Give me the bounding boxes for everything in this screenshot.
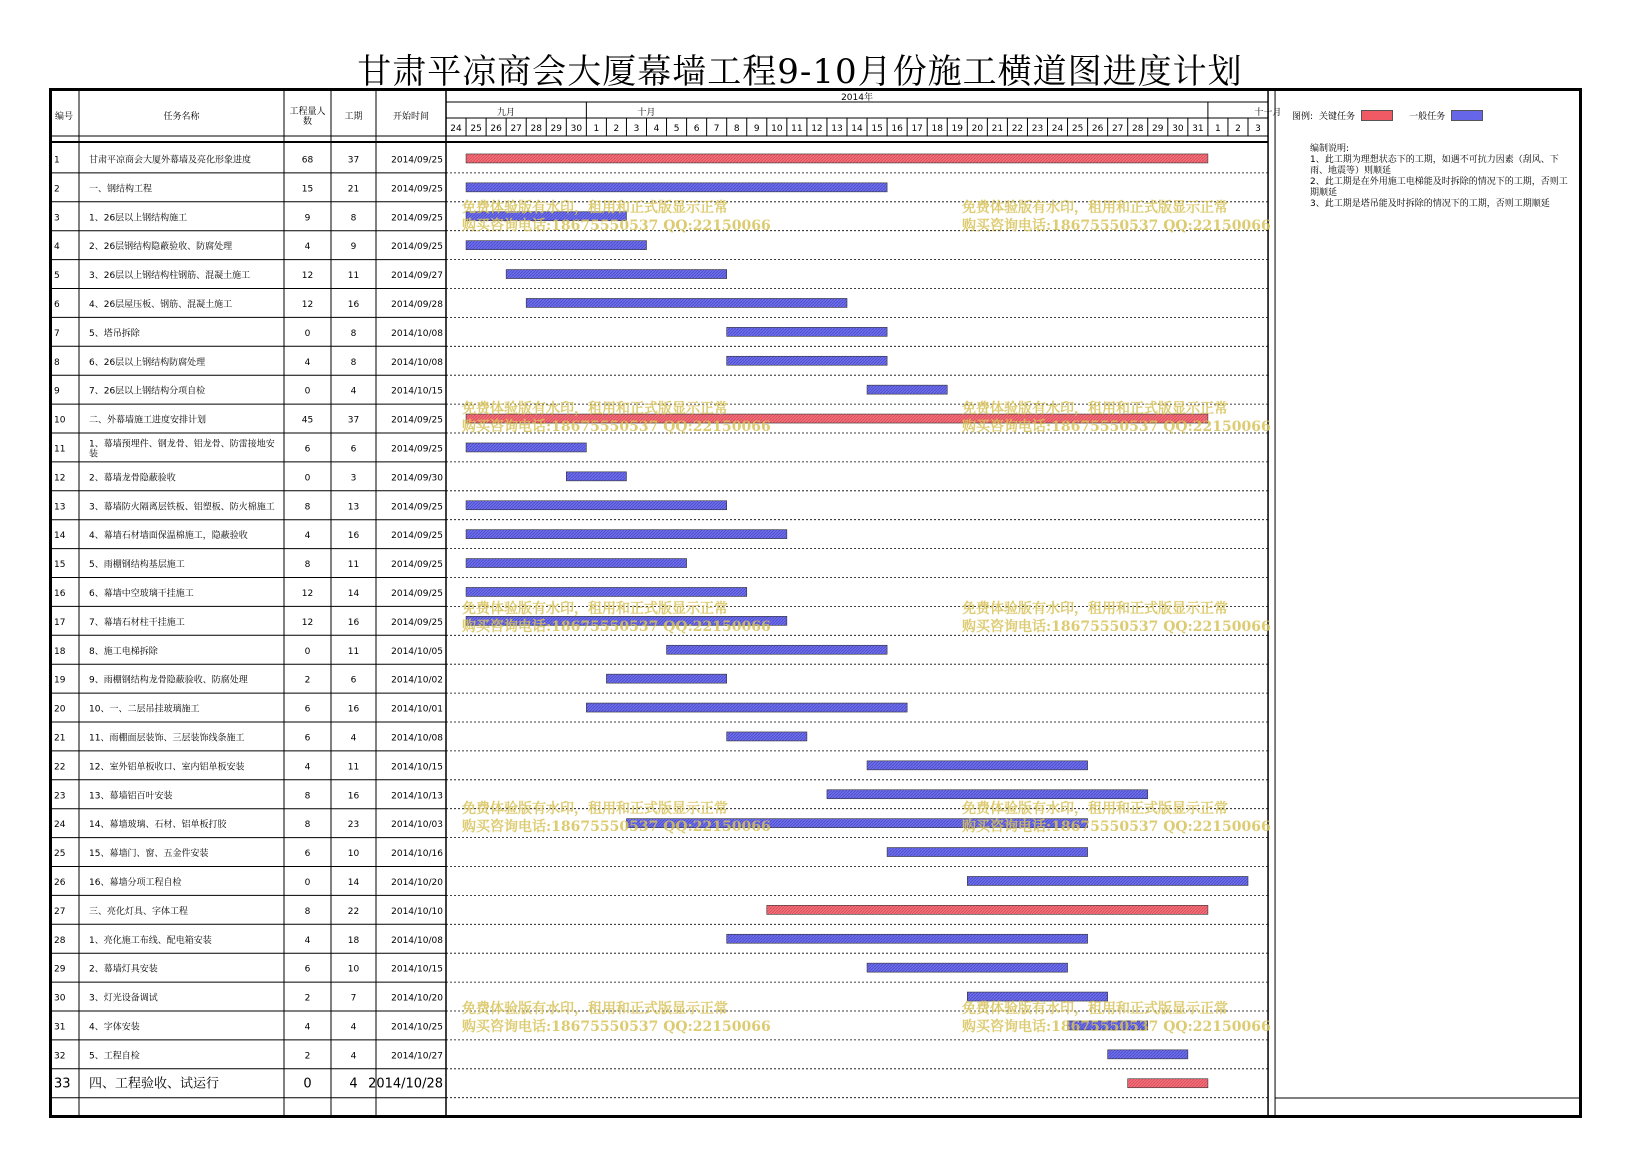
task-duration: 8: [350, 213, 357, 224]
task-start: 2014/09/25: [391, 531, 443, 542]
header-day: 11: [791, 124, 803, 134]
task-start: 2014/09/25: [391, 502, 443, 513]
task-duration: 3: [350, 473, 357, 484]
task-start: 2014/09/28: [391, 299, 443, 310]
header-day: 17: [911, 124, 923, 134]
header-day: 28: [530, 124, 542, 134]
task-id: 21: [54, 733, 66, 744]
header-day: 29: [1152, 124, 1164, 134]
task-name: 5、雨棚钢结构基层施工: [89, 560, 185, 571]
header-day: 24: [1051, 124, 1064, 134]
task-start: 2014/10/20: [391, 993, 443, 1004]
task-id: 32: [54, 1051, 66, 1062]
task-id: 16: [54, 588, 66, 599]
task-workers: 4: [304, 1022, 311, 1033]
header-month: 十一月: [1254, 108, 1282, 118]
task-workers: 4: [304, 357, 311, 368]
header-day: 23: [1031, 124, 1044, 134]
task-workers: 0: [304, 877, 311, 888]
task-id: 15: [54, 560, 66, 571]
header-day: 30: [570, 124, 583, 134]
task-id: 14: [54, 531, 66, 542]
task-duration: 11: [347, 646, 360, 657]
header-day: 3: [1255, 124, 1261, 134]
task-name: 7、幕墙石材柱干挂施工: [89, 617, 185, 628]
header-day: 25: [1071, 124, 1084, 134]
task-workers: 68: [301, 155, 314, 166]
task-start: 2014/10/20: [391, 877, 443, 888]
task-duration: 11: [347, 762, 360, 773]
task-duration: 4: [350, 1051, 357, 1062]
legend-critical-swatch: [1361, 110, 1393, 121]
task-name: 3、幕墙防火隔离层铁板、铝塑板、防火棉施工: [89, 502, 275, 513]
task-workers: 6: [304, 444, 311, 455]
task-workers: 12: [301, 617, 314, 628]
task-start: 2014/10/08: [391, 357, 443, 368]
task-start: 2014/10/08: [391, 328, 443, 339]
task-id: 17: [54, 617, 66, 628]
task-name: 二、外幕墙施工进度安排计划: [89, 415, 207, 426]
task-name: 一、钢结构工程: [89, 184, 153, 195]
task-start: 2014/09/25: [391, 617, 443, 628]
task-name: 12、室外铝单板收口、室内铝单板安装: [89, 762, 245, 773]
task-name: 3、灯光设备调试: [89, 993, 158, 1004]
task-id: 26: [54, 877, 66, 888]
task-start: 2014/10/16: [391, 849, 443, 860]
task-workers: 4: [304, 935, 311, 946]
header-start: 开始时间: [392, 112, 430, 122]
header-day: 27: [1111, 124, 1124, 134]
header-day: 16: [891, 124, 903, 134]
note-line: 2、此工期是在外用施工电梯能及时拆除的情况下的工期，否则工期顺延: [1310, 177, 1568, 198]
task-workers: 2: [304, 993, 311, 1004]
task-start: 2014/09/25: [391, 560, 443, 571]
header-day: 22: [1011, 124, 1024, 134]
task-name: 16、幕墙分项工程自检: [89, 877, 182, 888]
task-start: 2014/09/27: [391, 271, 443, 282]
task-workers: 0: [304, 646, 311, 657]
task-duration: 10: [347, 849, 360, 860]
task-start: 2014/09/25: [391, 415, 443, 426]
header-year: 2014年: [841, 93, 873, 103]
task-start: 2014/10/05: [391, 646, 443, 657]
task-start: 2014/09/25: [391, 588, 443, 599]
task-id: 25: [54, 849, 66, 860]
task-duration: 10: [347, 964, 360, 975]
task-duration: 16: [347, 531, 360, 542]
task-id: 20: [54, 704, 66, 715]
header-day: 9: [753, 124, 760, 134]
task-name: 15、幕墙门、窗、五金件安装: [89, 849, 209, 860]
task-id: 19: [54, 675, 66, 686]
header-month: 九月: [496, 108, 516, 118]
task-id: 1: [54, 155, 60, 166]
task-workers: 4: [304, 242, 311, 253]
task-workers: 6: [304, 733, 311, 744]
task-duration: 4: [350, 386, 357, 397]
task-id: 27: [54, 906, 66, 917]
watermark: 免费体验版有水印，租用和正式版显示正常 购买咨询电话:18675550537 QQ:22150066: [462, 1001, 771, 1035]
task-id: 18: [54, 646, 66, 657]
task-name: 2、26层钢结构隐蔽验收、防腐处理: [89, 242, 233, 253]
header-day: 25: [470, 124, 482, 134]
task-duration: 11: [347, 560, 360, 571]
task-workers: 4: [304, 531, 311, 542]
task-duration: 16: [347, 617, 360, 628]
watermark: 免费体验版有水印，租用和正式版显示正常 购买咨询电话:18675550537 QQ:22150066: [462, 200, 771, 234]
header-day: 19: [951, 124, 964, 134]
task-duration: 4: [350, 733, 357, 744]
task-name: 2、幕墙灯具安装: [89, 964, 158, 975]
task-name: 四、工程验收、试运行: [89, 1076, 220, 1092]
note-line: 1、此工期为理想状态下的工期，如遇不可抗力因素（刮风、下雨、地震等）则顺延: [1310, 155, 1559, 176]
header-day: 7: [713, 124, 720, 134]
task-duration: 8: [350, 328, 357, 339]
task-duration: 14: [347, 588, 360, 599]
task-id: 30: [54, 993, 66, 1004]
task-duration: 21: [347, 184, 360, 195]
header-no: 编号: [54, 112, 74, 122]
watermark: 免费体验版有水印，租用和正式版显示正常 购买咨询电话:18675550537 QQ:22150066: [462, 801, 771, 835]
task-id: 31: [54, 1022, 66, 1033]
task-start: 2014/09/25: [391, 155, 443, 166]
task-start: 2014/10/08: [391, 935, 443, 946]
task-workers: 0: [304, 386, 311, 397]
task-duration: 4: [349, 1076, 358, 1092]
task-start: 2014/09/25: [391, 242, 443, 253]
task-id: 2: [54, 184, 60, 195]
header-day: 26: [490, 124, 502, 134]
task-workers: 8: [304, 502, 311, 513]
watermark: 免费体验版有水印，租用和正式版显示正常 购买咨询电话:18675550537 QQ:22150066: [962, 200, 1271, 234]
task-name: 13、幕墙铝百叶安装: [89, 791, 173, 802]
header-day: 28: [1131, 124, 1144, 134]
watermark: 免费体验版有水印，租用和正式版显示正常 购买咨询电话:18675550537 QQ:22150066: [962, 601, 1271, 635]
header-day: 10: [771, 124, 783, 134]
task-duration: 22: [347, 906, 360, 917]
task-id: 7: [54, 328, 60, 339]
task-workers: 9: [304, 213, 311, 224]
watermark: 免费体验版有水印，租用和正式版显示正常 购买咨询电话:18675550537 QQ:22150066: [962, 801, 1271, 835]
legend-label: 图例:: [1292, 112, 1314, 122]
task-duration: 37: [347, 155, 360, 166]
task-name: 4、26层屋压板、钢筋、混凝土施工: [89, 299, 233, 310]
task-start: 2014/10/28: [368, 1076, 443, 1092]
task-name: 3、26层以上钢结构柱钢筋、混凝土施工: [89, 271, 251, 282]
task-start: 2014/10/03: [391, 820, 443, 831]
task-name: 10、一、二层吊挂玻璃施工: [89, 704, 200, 715]
task-id: 3: [54, 213, 60, 224]
header-day: 8: [733, 124, 740, 134]
header-day: 1: [1215, 124, 1221, 134]
task-id: 11: [54, 444, 66, 455]
task-workers: 6: [304, 964, 311, 975]
note-line: 3、此工期是塔吊能及时拆除的情况下的工期，否则工期顺延: [1310, 199, 1550, 209]
task-id: 23: [54, 791, 66, 802]
task-duration: 23: [347, 820, 360, 831]
task-name: 甘肃平凉商会大厦外幕墙及亮化形象进度: [89, 155, 252, 166]
task-start: 2014/10/15: [391, 964, 443, 975]
header-day: 1: [593, 124, 600, 134]
task-duration: 16: [347, 704, 360, 715]
task-workers: 0: [304, 473, 311, 484]
task-name: 11、雨棚面层装饰、三层装饰线条施工: [89, 733, 245, 744]
task-duration: 11: [347, 271, 360, 282]
task-name: 5、工程自检: [89, 1051, 140, 1062]
task-workers: 2: [304, 1051, 311, 1062]
legend-normal-label: 一般任务: [1409, 112, 1446, 122]
header-day: 12: [811, 124, 823, 134]
task-id: 28: [54, 935, 66, 946]
legend: [1292, 109, 1582, 122]
task-name: 4、字体安装: [89, 1022, 140, 1033]
header-day: 2: [613, 124, 620, 134]
task-duration: 16: [347, 299, 360, 310]
task-duration: 9: [350, 242, 357, 253]
task-id: 29: [54, 964, 66, 975]
task-duration: 13: [347, 502, 360, 513]
watermark: 免费体验版有水印，租用和正式版显示正常 购买咨询电话:18675550537 QQ:22150066: [962, 401, 1271, 435]
task-start: 2014/09/25: [391, 444, 443, 455]
header-day: 26: [1091, 124, 1104, 134]
task-start: 2014/10/15: [391, 386, 443, 397]
header-day: 5: [673, 124, 680, 134]
task-start: 2014/10/10: [391, 906, 443, 917]
notes-heading: 编制说明:: [1310, 144, 1350, 154]
header-day: 31: [1192, 124, 1204, 134]
task-name: 6、26层以上钢结构防腐处理: [89, 357, 206, 368]
task-start: 2014/10/25: [391, 1022, 443, 1033]
task-duration: 6: [350, 444, 357, 455]
task-name: 1、26层以上钢结构施工: [89, 213, 188, 224]
task-name: 7、26层以上钢结构分项自检: [89, 386, 206, 397]
task-workers: 2: [304, 675, 311, 686]
task-name: 8、施工电梯拆除: [89, 646, 158, 657]
page-title: 甘肃平凉商会大厦幕墙工程9-10月份施工横道图进度计划: [357, 52, 1243, 92]
header-day: 3: [633, 124, 640, 134]
task-id: 4: [54, 242, 60, 253]
task-duration: 37: [347, 415, 360, 426]
task-name: 5、塔吊拆除: [89, 328, 140, 339]
header-month: 十月: [637, 108, 656, 118]
header-day: 20: [971, 124, 984, 134]
task-name: 1、亮化施工布线、配电箱安装: [89, 935, 212, 946]
task-workers: 12: [301, 588, 314, 599]
task-id: 12: [54, 473, 66, 484]
task-workers: 8: [304, 791, 311, 802]
header-day: 4: [653, 124, 660, 134]
task-duration: 6: [350, 675, 357, 686]
task-duration: 7: [350, 993, 357, 1004]
task-workers: 8: [304, 560, 311, 571]
task-id: 9: [54, 386, 60, 397]
task-workers: 6: [304, 704, 311, 715]
header-day: 2: [1235, 124, 1241, 134]
task-start: 2014/10/08: [391, 733, 443, 744]
header-day: 27: [510, 124, 522, 134]
task-workers: 6: [304, 849, 311, 860]
task-name: 2、幕墙龙骨隐蔽验收: [89, 473, 176, 484]
header-day: 21: [991, 124, 1004, 134]
task-start: 2014/10/02: [391, 675, 443, 686]
header-day: 18: [931, 124, 943, 134]
task-id: 24: [54, 820, 66, 831]
task-id: 13: [54, 502, 66, 513]
task-name: 1、幕墙预埋件、钢龙骨、铝龙骨、防雷接地安装: [89, 439, 275, 460]
watermark: 免费体验版有水印，租用和正式版显示正常 购买咨询电话:18675550537 QQ:22150066: [462, 601, 771, 635]
task-start: 2014/09/25: [391, 213, 443, 224]
task-start: 2014/10/27: [391, 1051, 443, 1062]
task-workers: 0: [303, 1076, 312, 1092]
notes-panel: [1310, 144, 1575, 210]
task-workers: 12: [301, 271, 314, 282]
header-day: 24: [450, 124, 462, 134]
task-workers: 15: [301, 184, 314, 195]
header-day: 15: [871, 124, 883, 134]
legend-normal-swatch: [1451, 110, 1483, 121]
legend-critical-label: 关键任务: [1319, 112, 1356, 122]
task-workers: 45: [301, 415, 314, 426]
task-start: 2014/09/25: [391, 184, 443, 195]
task-name: 4、幕墙石材墙面保温棉施工，隐蔽验收: [89, 531, 248, 542]
task-id: 22: [54, 762, 66, 773]
task-id: 6: [54, 299, 60, 310]
task-start: 2014/10/01: [391, 704, 443, 715]
watermark: 免费体验版有水印，租用和正式版显示正常 购买咨询电话:18675550537 QQ:22150066: [462, 401, 771, 435]
task-id: 5: [54, 271, 60, 282]
task-id: 8: [54, 357, 60, 368]
task-workers: 0: [304, 328, 311, 339]
task-name: 三、亮化灯具、字体工程: [89, 906, 189, 917]
task-id: 33: [54, 1076, 71, 1092]
task-duration: 14: [347, 877, 360, 888]
task-duration: 4: [350, 1022, 357, 1033]
task-workers: 8: [304, 906, 311, 917]
task-workers: 12: [301, 299, 314, 310]
task-duration: 18: [347, 935, 360, 946]
watermark: 免费体验版有水印，租用和正式版显示正常 购买咨询电话:18675550537 QQ:22150066: [962, 1001, 1271, 1035]
outer-frame: [49, 88, 1582, 1118]
task-start: 2014/10/15: [391, 762, 443, 773]
header-duration: 工期: [344, 112, 363, 122]
task-workers: 4: [304, 762, 311, 773]
task-start: 2014/10/13: [391, 791, 443, 802]
header-day: 13: [831, 124, 843, 134]
task-id: 10: [54, 415, 66, 426]
header-task: 任务名称: [163, 112, 200, 122]
header-day: 30: [1172, 124, 1184, 134]
task-name: 14、幕墙玻璃、石材、铝单板打胶: [89, 820, 227, 831]
header-day: 6: [693, 124, 700, 134]
header-day: 29: [550, 124, 563, 134]
task-duration: 8: [350, 357, 357, 368]
header-day: 14: [851, 124, 863, 134]
task-name: 6、幕墙中空玻璃干挂施工: [89, 588, 194, 599]
task-name: 9、雨棚钢结构龙骨隐蔽验收、防腐处理: [89, 675, 248, 686]
task-duration: 16: [347, 791, 360, 802]
task-workers: 8: [304, 820, 311, 831]
task-start: 2014/09/30: [391, 473, 443, 484]
header-workers: 工程量人数: [289, 107, 326, 127]
